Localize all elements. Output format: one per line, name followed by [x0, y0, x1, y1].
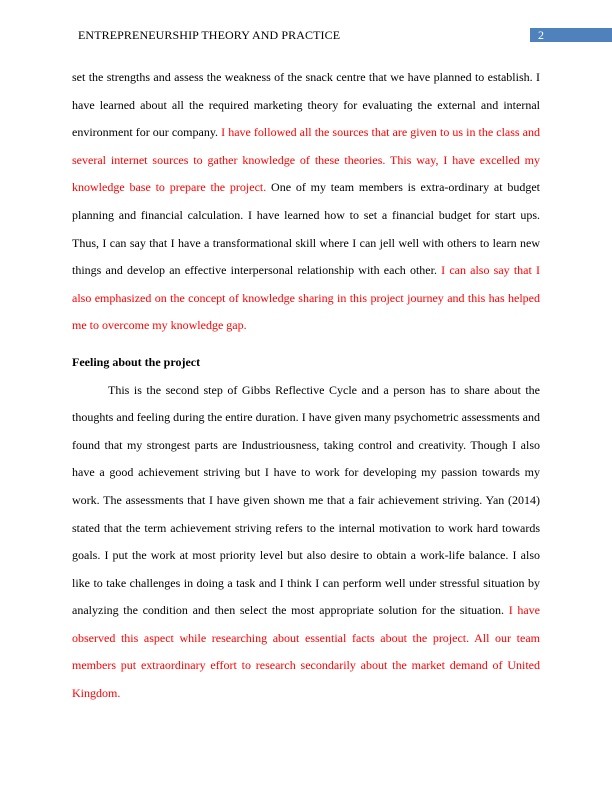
page-number-bar: [530, 28, 612, 42]
section-heading: Feeling about the project: [72, 354, 201, 369]
paragraph-feeling: [72, 377, 540, 708]
body-content: [72, 64, 540, 708]
paragraph-learning-text-2: One of my team members is extra-ordinary at budget planning and financial calculation. I have learned how to set a financial budget for start ups. Thus, I can say that I have a transformational skill where I can jell well with others to learn new things and develop an effective interpersonal relationship with each other.: [72, 180, 540, 278]
paragraph-learning-highlight-2: I can also say that I also emphasized on the concept of knowledge sharing in this project journey and this has helped me to overcome my knowledge gap.: [72, 263, 541, 333]
paragraph-learning-highlight-1: I have followed all the sources that are given to us in the class and several internet sources to gather knowledge of these theories. This way, I have excelled my knowledge base to prepare the project.: [72, 125, 540, 195]
paragraph-learning: [72, 64, 540, 340]
page-number: 2: [538, 28, 544, 42]
paragraph-feeling-text: This is the second step of Gibbs Reflective Cycle and a person has to share about the thoughts and feeling during the entire duration. I have given many psychometric assessments and found that my strongest parts are Industriousness, taking control and creativity. Though I also have a good achievement striving but I have to work for developing my passion towards my work. The assessments that I have given shown me that a fair achievement striving. Yan (2014) stated that the term achievement striving refers to the internal motivation to work hard towards goals. I put the work at most priority level but also desire to obtain a work-life balance. I also like to take challenges in doing a task and I think I can perform well under stressful situation by analyzing the condition and then select the most appropriate solution for the situation.: [72, 382, 540, 618]
paragraph-learning-text-1: set the strengths and assess the weakness of the snack centre that we have planned to establish. I have learned about all the required marketing theory for evaluating the external and internal environment for our company.: [72, 70, 540, 140]
running-header-title: ENTREPRENEURSHIP THEORY AND PRACTICE: [78, 28, 341, 42]
paragraph-feeling-highlight: I have observed this aspect while researching about essential facts about the project. All our team members put extraordinary effort to research secondarily about the market demand of United Kingdom.: [72, 603, 541, 701]
